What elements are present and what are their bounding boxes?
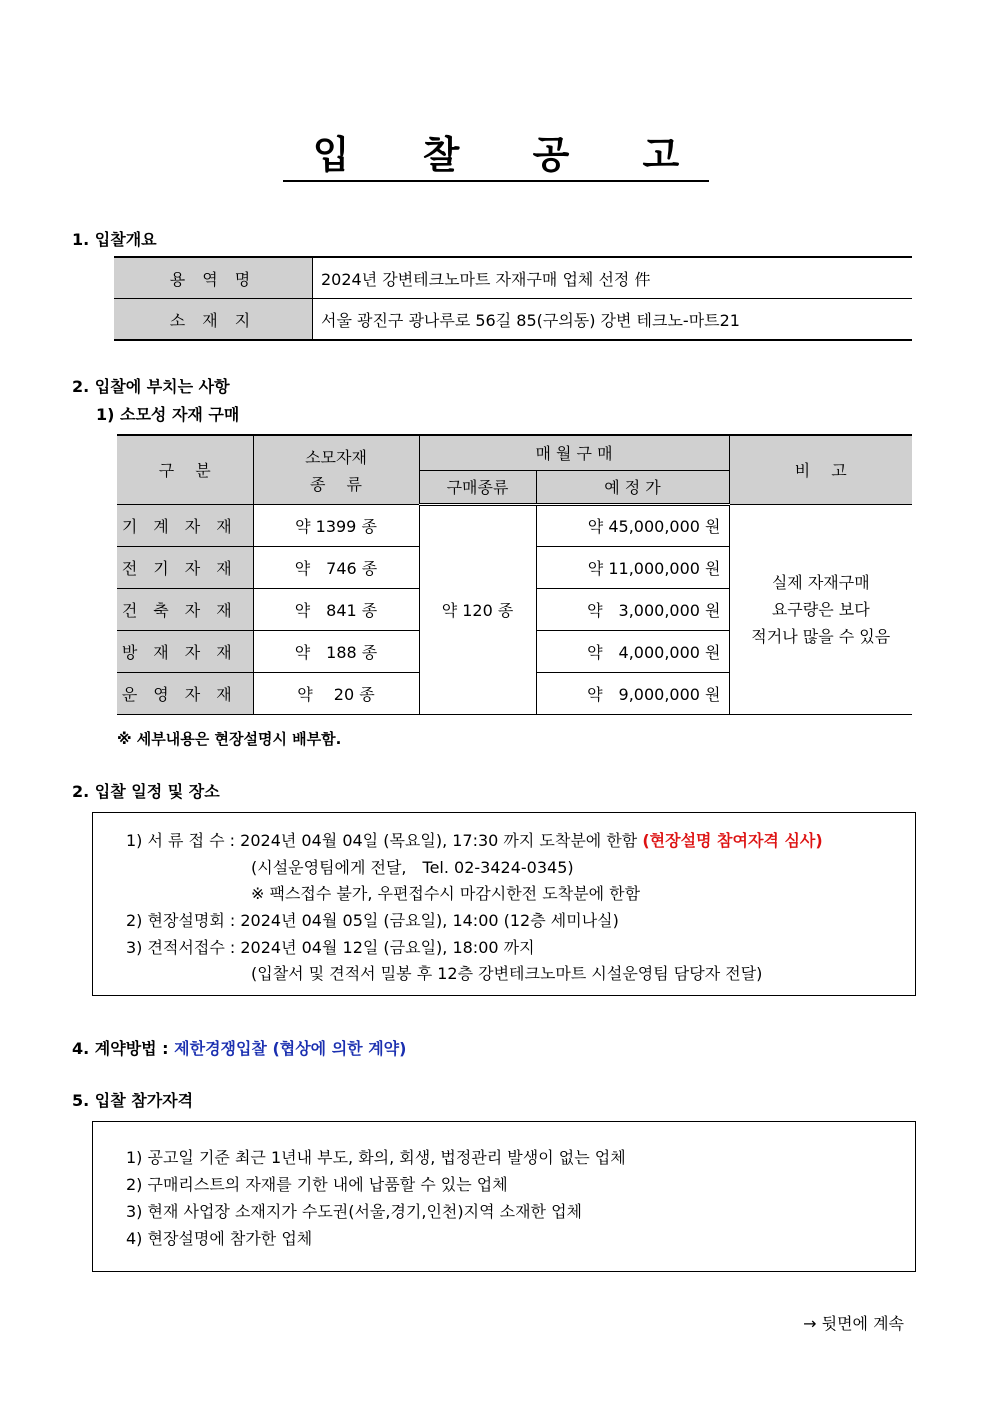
header-category: 구 분 — [117, 435, 253, 504]
header-monthly: 매 월 구 매 — [419, 435, 729, 470]
row-count: 약 841 종 — [253, 588, 419, 630]
table-header-row — [117, 435, 912, 470]
section2-subheading: 1) 소모성 자재 구매 — [96, 405, 240, 424]
continue-note: → 뒷면에 계속 — [803, 1314, 904, 1333]
overview-table — [114, 256, 912, 341]
table-row — [117, 504, 912, 546]
schedule-line: ※ 팩스접수 불가, 우편접수시 마감시한전 도착분에 한함 — [251, 884, 641, 903]
section1-heading: 1. 입찰개요 — [72, 230, 157, 249]
contract-label: 4. 계약방법 : — [72, 1039, 175, 1058]
eligibility-item: 2) 구매리스트의 자재를 기한 내에 납품할 수 있는 업체 — [126, 1175, 508, 1194]
row-count: 약 1399 종 — [253, 504, 419, 546]
eligibility-box — [92, 1121, 916, 1272]
row-category: 전기자재 — [117, 546, 253, 588]
eligibility-item: 1) 공고일 기준 최근 1년내 부도, 화의, 회생, 법정관리 발생이 없는 업체 — [126, 1148, 626, 1167]
eligibility-item: 3) 현재 사업장 소재지가 수도권(서울,경기,인천)지역 소재한 업체 — [126, 1202, 582, 1221]
row-amount: 약 4,000,000 원 — [536, 630, 729, 672]
document-title: 입 찰 공 고 — [283, 130, 710, 182]
schedule-highlight: (현장설명 참여자격 심사) — [642, 831, 823, 850]
materials-footnote: ※ 세부내용은 현장설명시 배부함. — [117, 730, 342, 748]
header-purchase-kind: 구매종류 — [419, 470, 536, 504]
schedule-box — [92, 812, 916, 996]
header-kind-line1: 소모자재 — [305, 447, 367, 467]
overview-label: 용 역 명 — [114, 257, 313, 299]
table-row — [114, 257, 912, 299]
row-amount: 약 9,000,000 원 — [536, 672, 729, 714]
row-category: 방재자재 — [117, 630, 253, 672]
overview-value: 2024년 강변테크노마트 자재구매 업체 선정 件 — [313, 257, 913, 299]
row-amount: 약 45,000,000 원 — [536, 504, 729, 546]
schedule-line: 2) 현장설명회 : 2024년 04월 05일 (금요일), 14:00 (12층 세미나실) — [126, 911, 619, 930]
section4-heading — [72, 1036, 406, 1059]
row-amount: 약 3,000,000 원 — [536, 588, 729, 630]
row-count: 약 188 종 — [253, 630, 419, 672]
schedule-line: (시설운영팀에게 전달, Tel. 02-3424-0345) — [251, 858, 574, 877]
row-count: 약 746 종 — [253, 546, 419, 588]
section2-heading: 2. 입찰에 부치는 사항 — [72, 377, 230, 396]
purchase-kind-value: 약 120 종 — [419, 504, 536, 714]
contract-method: 제한경쟁입찰 (협상에 의한 계약) — [174, 1039, 407, 1058]
schedule-text: 1) 서 류 접 수 : 2024년 04월 04일 (목요일), 17:30 까지 도착분에 한함 — [126, 831, 643, 850]
header-kind-line2: 종 류 — [310, 474, 362, 494]
row-category: 운영자재 — [117, 672, 253, 714]
table-row — [114, 299, 912, 341]
schedule-line — [126, 828, 823, 851]
row-count: 약 20 종 — [253, 672, 419, 714]
row-amount: 약 11,000,000 원 — [536, 546, 729, 588]
overview-label: 소 재 지 — [114, 299, 313, 341]
overview-value: 서울 광진구 광나루로 56길 85(구의동) 강변 테크노-마트21 — [313, 299, 913, 341]
remark-line: 실제 자재구매 — [771, 572, 870, 592]
remark-line: 요구량은 보다 — [771, 599, 870, 619]
row-category: 기계자재 — [117, 504, 253, 546]
remark-line: 적거나 많을 수 있음 — [751, 626, 891, 646]
section3-heading: 2. 입찰 일정 및 장소 — [72, 782, 220, 801]
row-category: 건축자재 — [117, 588, 253, 630]
eligibility-item: 4) 현장설명에 참가한 업체 — [126, 1229, 313, 1248]
document-title-wrap — [0, 130, 992, 182]
remark-cell — [729, 504, 912, 714]
schedule-line: (입찰서 및 견적서 밀봉 후 12층 강변테크노마트 시설운영팀 담당자 전달) — [251, 964, 763, 983]
materials-table — [117, 434, 912, 715]
section5-heading: 5. 입찰 참가자격 — [72, 1091, 194, 1110]
header-kind — [253, 435, 419, 504]
header-estimate: 예 정 가 — [536, 470, 729, 504]
schedule-line: 3) 견적서접수 : 2024년 04월 12일 (금요일), 18:00 까지 — [126, 938, 535, 957]
header-remark: 비 고 — [729, 435, 912, 504]
